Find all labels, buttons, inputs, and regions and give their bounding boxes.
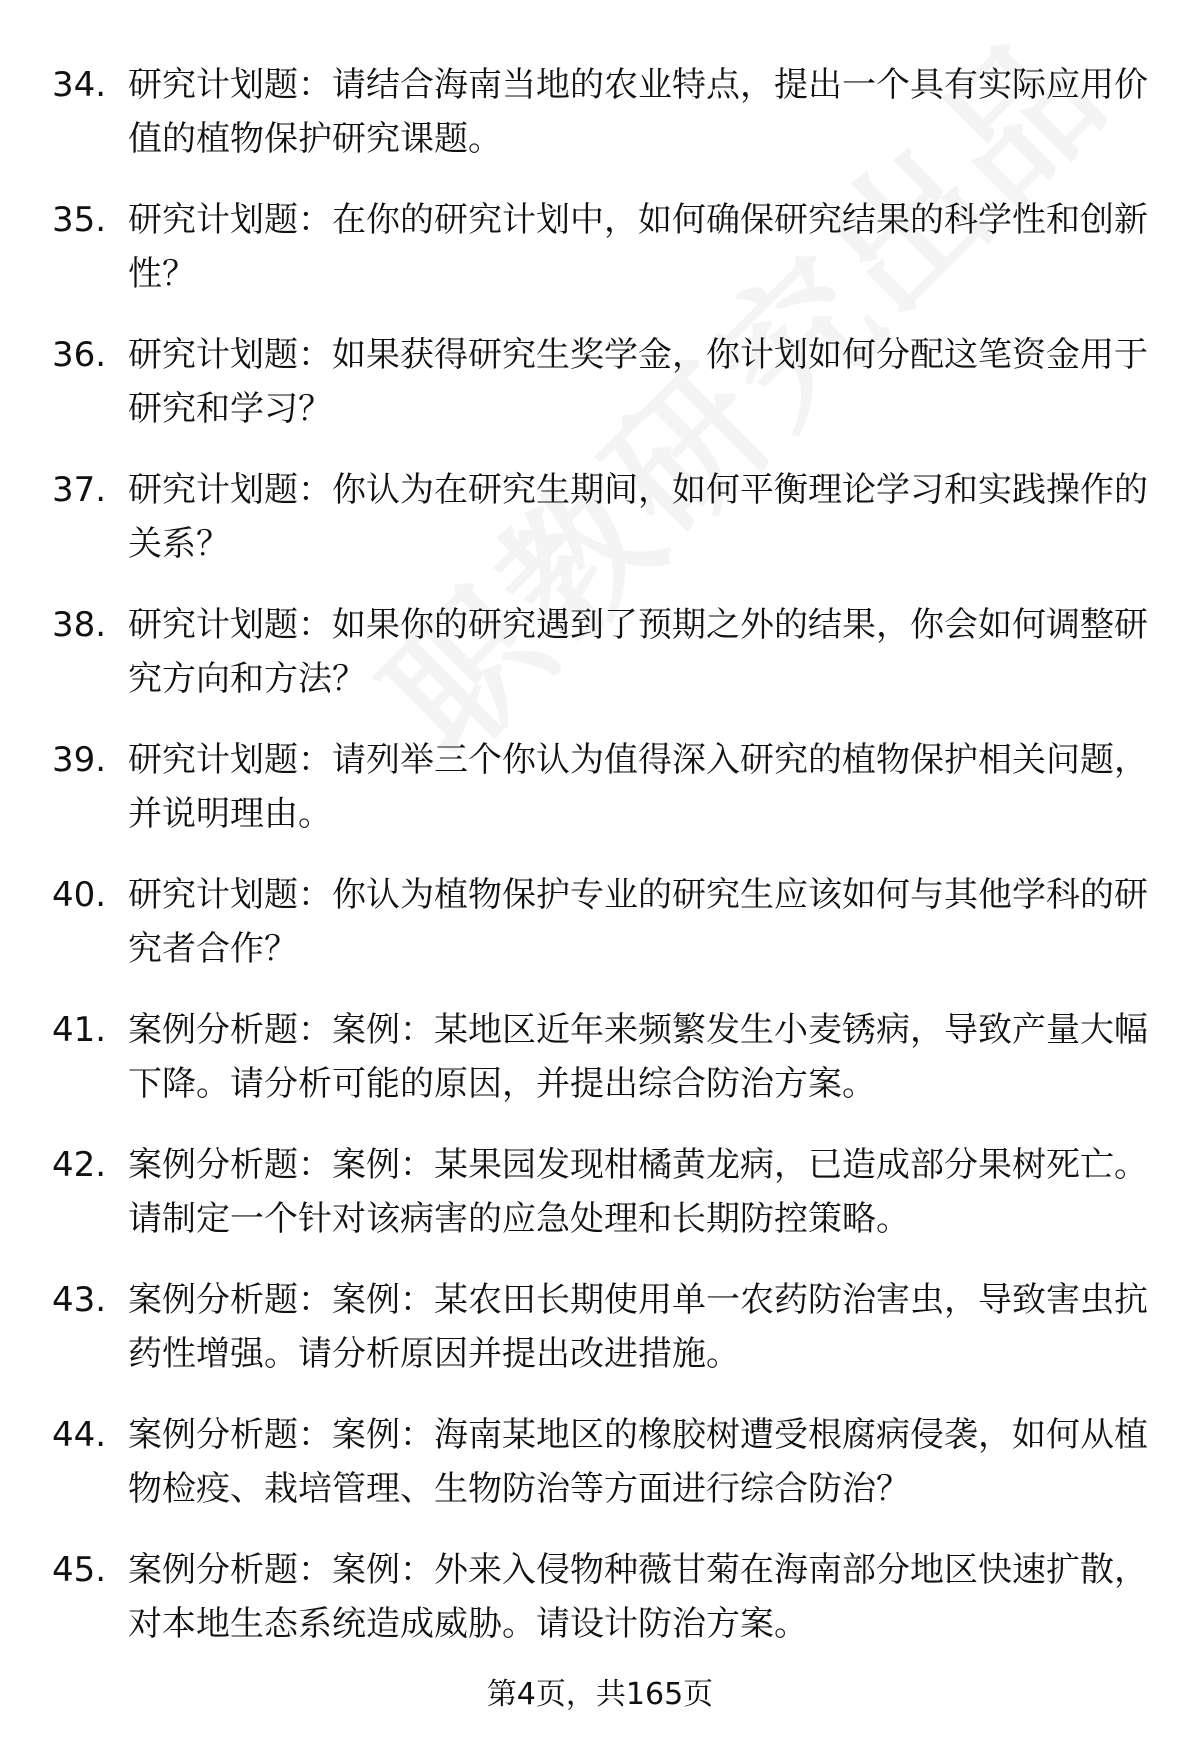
question-number: 43. xyxy=(52,1280,107,1320)
question-item xyxy=(0,1003,1200,1138)
question-number: 39. xyxy=(52,740,107,780)
question-list xyxy=(0,58,1200,1678)
question-text: 案例分析题：案例：外来入侵物种薇甘菊在海南部分地区快速扩散，对本地生态系统造成威胁。请设计防治方案。 xyxy=(128,1550,1148,1644)
question-text: 研究计划题：你认为植物保护专业的研究生应该如何与其他学科的研究者合作？ xyxy=(128,875,1148,969)
question-item xyxy=(0,1273,1200,1408)
question-number: 45. xyxy=(52,1550,107,1590)
question-text: 案例分析题：案例：某地区近年来频繁发生小麦锈病，导致产量大幅下降。请分析可能的原因，并提出综合防治方案。 xyxy=(128,1010,1148,1104)
question-text: 研究计划题：你认为在研究生期间，如何平衡理论学习和实践操作的关系？ xyxy=(128,470,1148,564)
question-number: 41. xyxy=(52,1010,107,1050)
question-text: 案例分析题：案例：海南某地区的橡胶树遭受根腐病侵袭，如何从植物检疫、栽培管理、生物防治等方面进行综合防治？ xyxy=(128,1415,1148,1509)
question-number: 42. xyxy=(52,1145,107,1185)
question-number: 40. xyxy=(52,875,107,915)
question-number: 38. xyxy=(52,605,107,645)
question-item xyxy=(0,328,1200,463)
question-item xyxy=(0,58,1200,193)
question-item xyxy=(0,1543,1200,1678)
question-item xyxy=(0,868,1200,1003)
question-text: 案例分析题：案例：某农田长期使用单一农药防治害虫，导致害虫抗药性增强。请分析原因并提出改进措施。 xyxy=(128,1280,1148,1374)
question-text: 研究计划题：如果获得研究生奖学金，你计划如何分配这笔资金用于研究和学习？ xyxy=(128,335,1148,429)
question-number: 34. xyxy=(52,65,107,105)
page-number-footer: 第4页，共165页 xyxy=(486,1677,714,1712)
question-item xyxy=(0,1408,1200,1543)
question-text: 研究计划题：请列举三个你认为值得深入研究的植物保护相关问题，并说明理由。 xyxy=(128,740,1148,834)
question-number: 35. xyxy=(52,200,107,240)
question-text: 研究计划题：在你的研究计划中，如何确保研究结果的科学性和创新性？ xyxy=(128,200,1148,294)
question-number: 36. xyxy=(52,335,107,375)
question-item xyxy=(0,193,1200,328)
question-number: 44. xyxy=(52,1415,107,1455)
question-text: 研究计划题：如果你的研究遇到了预期之外的结果，你会如何调整研究方向和方法？ xyxy=(128,605,1148,699)
question-item xyxy=(0,733,1200,868)
question-text: 研究计划题：请结合海南当地的农业特点，提出一个具有实际应用价值的植物保护研究课题。 xyxy=(128,65,1148,159)
question-item xyxy=(0,1138,1200,1273)
question-item xyxy=(0,598,1200,733)
question-item xyxy=(0,463,1200,598)
question-number: 37. xyxy=(52,470,107,510)
question-text: 案例分析题：案例：某果园发现柑橘黄龙病，已造成部分果树死亡。请制定一个针对该病害的应急处理和长期防控策略。 xyxy=(128,1145,1148,1239)
